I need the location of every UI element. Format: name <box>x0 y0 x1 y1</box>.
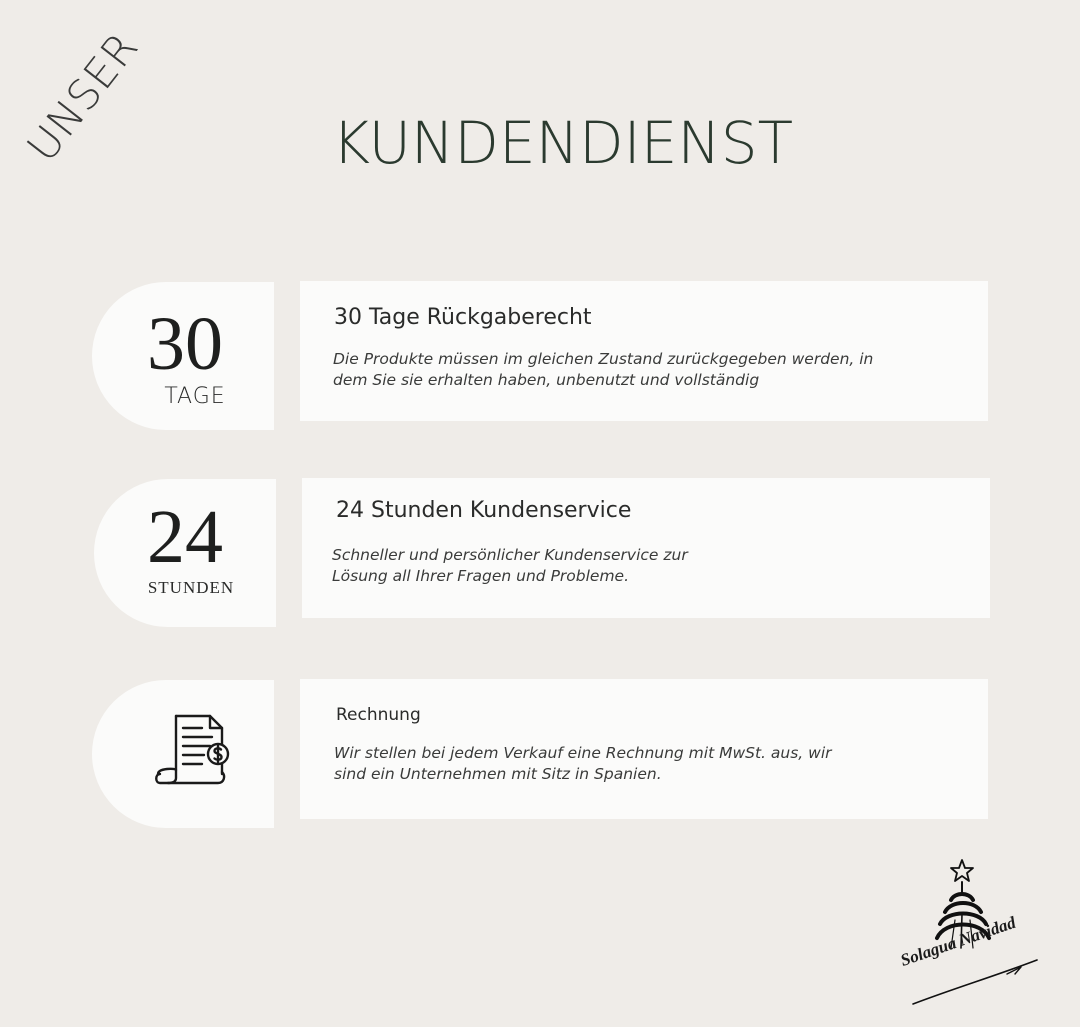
badge-label: TAGE <box>164 384 226 409</box>
service-description-line: sind ein Unternehmen mit Sitz in Spanien. <box>334 765 662 783</box>
badge-30-tage <box>92 282 274 430</box>
service-card-invoice <box>300 679 988 819</box>
service-description-line: dem Sie sie erhalten haben, unbenutzt und vollständig <box>333 371 760 389</box>
badge-number: 24 <box>147 495 223 579</box>
badge-label: STUNDEN <box>147 578 235 597</box>
badge-number: 30 <box>147 302 223 386</box>
badge-invoice <box>92 680 274 828</box>
brand-name: Solagua Navidad <box>898 912 1019 970</box>
service-description-line: Schneller und persönlicher Kundenservice zur <box>332 546 688 564</box>
service-card-support <box>302 478 990 618</box>
service-description-line: Wir stellen bei jedem Verkauf eine Rechnung mit MwSt. aus, wir <box>334 744 832 762</box>
badge-24-stunden <box>94 479 276 627</box>
service-title: Rechnung <box>336 705 421 725</box>
service-description <box>333 349 873 391</box>
service-description-line: Lösung all Ihrer Fragen und Probleme. <box>332 567 630 585</box>
service-title: 30 Tage Rückgaberecht <box>334 305 592 330</box>
invoice-dollar-icon <box>152 712 234 788</box>
page-title: KUNDENDIENST <box>331 109 794 177</box>
service-card-return <box>300 281 988 421</box>
service-description <box>334 743 832 785</box>
service-description <box>332 545 688 587</box>
service-title: 24 Stunden Kundenservice <box>336 498 632 523</box>
service-description-line: Die Produkte müssen im gleichen Zustand zurückgegeben werden, in <box>333 350 874 368</box>
unser-kicker: UNSER <box>17 22 148 171</box>
